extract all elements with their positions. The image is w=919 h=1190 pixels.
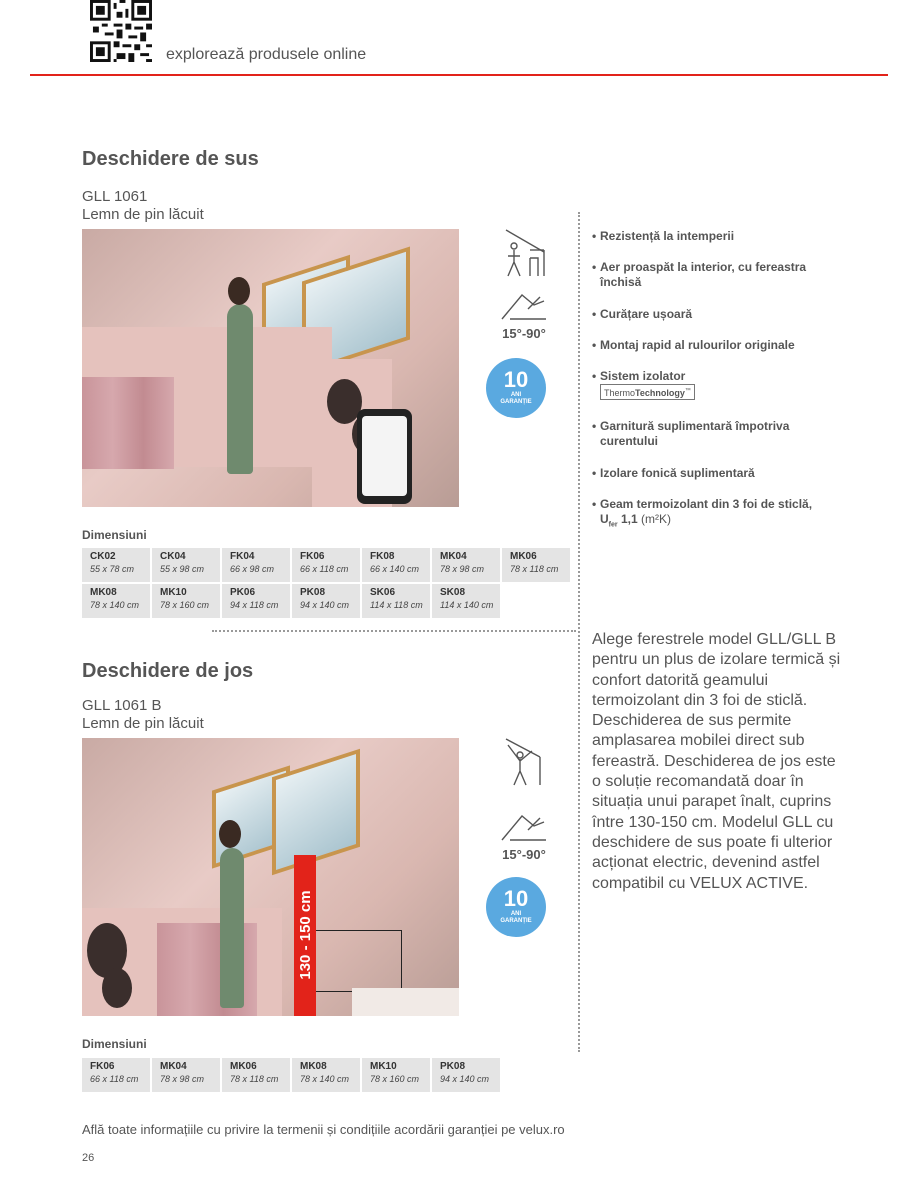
dimension-size: 114 x 118 cm [370, 600, 423, 610]
dimension-code: CK02 [90, 551, 116, 562]
dimension-cell [362, 548, 430, 582]
section-top-model [82, 188, 204, 224]
warranty-badge-top [486, 358, 546, 418]
dimension-cell [432, 548, 500, 582]
feature-text: Montaj rapid al rulourilor originale [600, 338, 795, 352]
parapet-height-marker [294, 855, 316, 1016]
roof-angle-icon [500, 810, 548, 842]
feature-text: Garnitură suplimentară împotriva [600, 419, 790, 433]
warranty-unit: ANI [510, 392, 522, 398]
window-opening-icon [500, 737, 548, 787]
dimension-cell [292, 1058, 360, 1092]
dimension-size: 94 x 118 cm [230, 600, 279, 610]
dimension-cell [292, 548, 360, 582]
dimension-size: 55 x 98 cm [160, 564, 205, 574]
warranty-years: 10 [503, 367, 529, 392]
feature-text-cont: curentului [600, 434, 659, 448]
dimension-code: SK06 [370, 587, 396, 598]
dimension-code: FK08 [370, 551, 395, 562]
dimensions-title-top: Dimensiuni [82, 528, 147, 542]
angle-range: 15°-90° [502, 847, 546, 862]
feature-item: • Aer proaspăt la interior, cu fereastra închisă [592, 260, 832, 290]
feature-item: • Geam termoizolant din 3 foi de sticlă, $U_{fer}$ 1,1 (m²K) [592, 497, 832, 532]
dimension-code: PK08 [440, 1061, 466, 1072]
dimension-size: 78 x 98 cm [160, 1074, 205, 1084]
model-code: GLL 1061 B [82, 697, 162, 714]
description-text: Alege ferestrele model GLL/GLL B pentru un plus de izolare termică și confort datorită geamului termoizolant din 3 foi de sticlă. Deschiderea de sus permite amplasarea mobilei direct sub fereastră. Deschiderea de jos este o soluție recomandată doar în situația unui parapet înalt, cuprins între 130-150 cm. Modelul GLL cu deschidere de sus poate fi ulterior acționat electric, devenind astfel compatibil cu VELUX ACTIVE. [592, 631, 841, 892]
feature-item: • Montaj rapid al rulourilor originale [592, 338, 795, 352]
dimension-cell [292, 584, 360, 618]
feature-item: • Izolare fonică suplimentară [592, 466, 755, 480]
warranty-unit: ANI [510, 911, 522, 917]
frame-icons-top [494, 228, 554, 341]
dimension-size: 66 x 118 cm [90, 1074, 139, 1084]
feature-item: • Sistem izolator ThermoTechnology™ [592, 369, 832, 400]
header-rule [30, 74, 888, 76]
feature-text-cont: închisă [600, 275, 642, 289]
dimension-code: SK08 [440, 587, 466, 598]
product-photo-bottom [82, 738, 459, 1016]
dimension-cell [502, 548, 570, 582]
dimension-code: MK08 [300, 1061, 327, 1072]
dimension-code: PK08 [300, 587, 326, 598]
dimension-size: 66 x 140 cm [370, 564, 420, 574]
dimension-size: 94 x 140 cm [300, 600, 350, 610]
dimension-size: 114 x 140 cm [440, 600, 494, 610]
dimension-cell [152, 584, 220, 618]
dimensions-table-bottom [82, 1058, 500, 1092]
section-top-title: Deschidere de sus [82, 148, 259, 170]
qr-code [90, 0, 152, 62]
dimension-cell [152, 1058, 220, 1092]
warranty-footer-note: Află toate informațiile cu privire la termenii și condițiile acordării garanției pe velux.ro [82, 1122, 565, 1137]
warranty-years: 10 [503, 886, 529, 911]
dimension-size: 66 x 118 cm [300, 564, 349, 574]
dimension-code: MK06 [510, 551, 537, 562]
feature-item: • Garnitură suplimentară împotriva curentului [592, 419, 832, 449]
parapet-height-label: 130 - 150 cm [297, 890, 314, 980]
dimension-cell [222, 584, 290, 618]
feature-text: Sistem izolator [600, 369, 686, 383]
dimension-size: 78 x 160 cm [370, 1074, 420, 1084]
dimension-code: MK08 [90, 587, 117, 598]
dimension-cell [82, 1058, 150, 1092]
warranty-badge-bottom [486, 877, 546, 937]
angle-range: 15°-90° [502, 326, 546, 341]
vertical-divider [578, 212, 580, 1052]
section-bottom-title: Deschidere de jos [82, 660, 254, 682]
frame-icons-bottom [494, 737, 554, 862]
dimension-cell [82, 548, 150, 582]
dimension-code: PK06 [230, 587, 256, 598]
dimension-cell [432, 1058, 500, 1092]
dimension-code: CK04 [160, 551, 186, 562]
dimension-size: 78 x 140 cm [300, 1074, 350, 1084]
feature-text: Aer proaspăt la interior, cu fereastra [600, 260, 807, 274]
warranty-label: GARANȚIE [500, 918, 532, 924]
dimension-cell [432, 584, 500, 618]
warranty-label: GARANȚIE [500, 399, 532, 405]
dimension-code: MK06 [230, 1061, 257, 1072]
dimension-code: MK04 [160, 1061, 187, 1072]
dimension-size: 78 x 140 cm [90, 600, 140, 610]
u-value: $U_{fer}$ 1,1 (m²K) [600, 512, 671, 529]
dimension-size: 78 x 118 cm [510, 564, 559, 574]
feature-item: • Curățare ușoară [592, 307, 693, 321]
feature-text: Curățare ușoară [600, 307, 693, 321]
dimension-code: MK10 [370, 1061, 397, 1072]
dimension-cell [362, 1058, 430, 1092]
explore-online-text: explorează produsele online [166, 46, 367, 63]
dimension-size: 66 x 98 cm [230, 564, 275, 574]
thermotechnology-logo: ThermoTechnology™ [600, 384, 695, 400]
feature-item: • Rezistență la intemperii [592, 229, 735, 243]
section-bottom-model [82, 697, 204, 733]
model-material: Lemn de pin lăcuit [82, 715, 204, 732]
dimension-code: MK10 [160, 587, 187, 598]
dimension-code: FK04 [230, 551, 255, 562]
feature-text: Rezistență la intemperii [600, 229, 735, 243]
dimension-size: 78 x 118 cm [230, 1074, 279, 1084]
model-material: Lemn de pin lăcuit [82, 206, 204, 223]
window-opening-icon [500, 228, 548, 278]
dimension-size: 55 x 78 cm [90, 564, 135, 574]
page-number: 26 [82, 1152, 95, 1164]
dimension-cell [222, 548, 290, 582]
dimension-cell [362, 584, 430, 618]
dimension-code: FK06 [90, 1061, 115, 1072]
feature-text: Geam termoizolant din 3 foi de sticlă, [600, 497, 813, 511]
product-photo-top [82, 229, 459, 507]
model-code: GLL 1061 [82, 188, 148, 205]
dimension-code: FK06 [300, 551, 325, 562]
dimension-code: MK04 [440, 551, 467, 562]
dimension-cell [152, 548, 220, 582]
horizontal-divider [212, 630, 576, 632]
dimension-cell [82, 584, 150, 618]
dimensions-title-bottom: Dimensiuni [82, 1037, 147, 1051]
dimensions-table-top [82, 548, 570, 618]
dimension-size: 94 x 140 cm [440, 1074, 490, 1084]
dimension-cell [222, 1058, 290, 1092]
dimension-size: 78 x 160 cm [160, 600, 210, 610]
feature-text: Izolare fonică suplimentară [600, 466, 755, 480]
roof-angle-icon [500, 289, 548, 321]
dimension-size: 78 x 98 cm [440, 564, 485, 574]
